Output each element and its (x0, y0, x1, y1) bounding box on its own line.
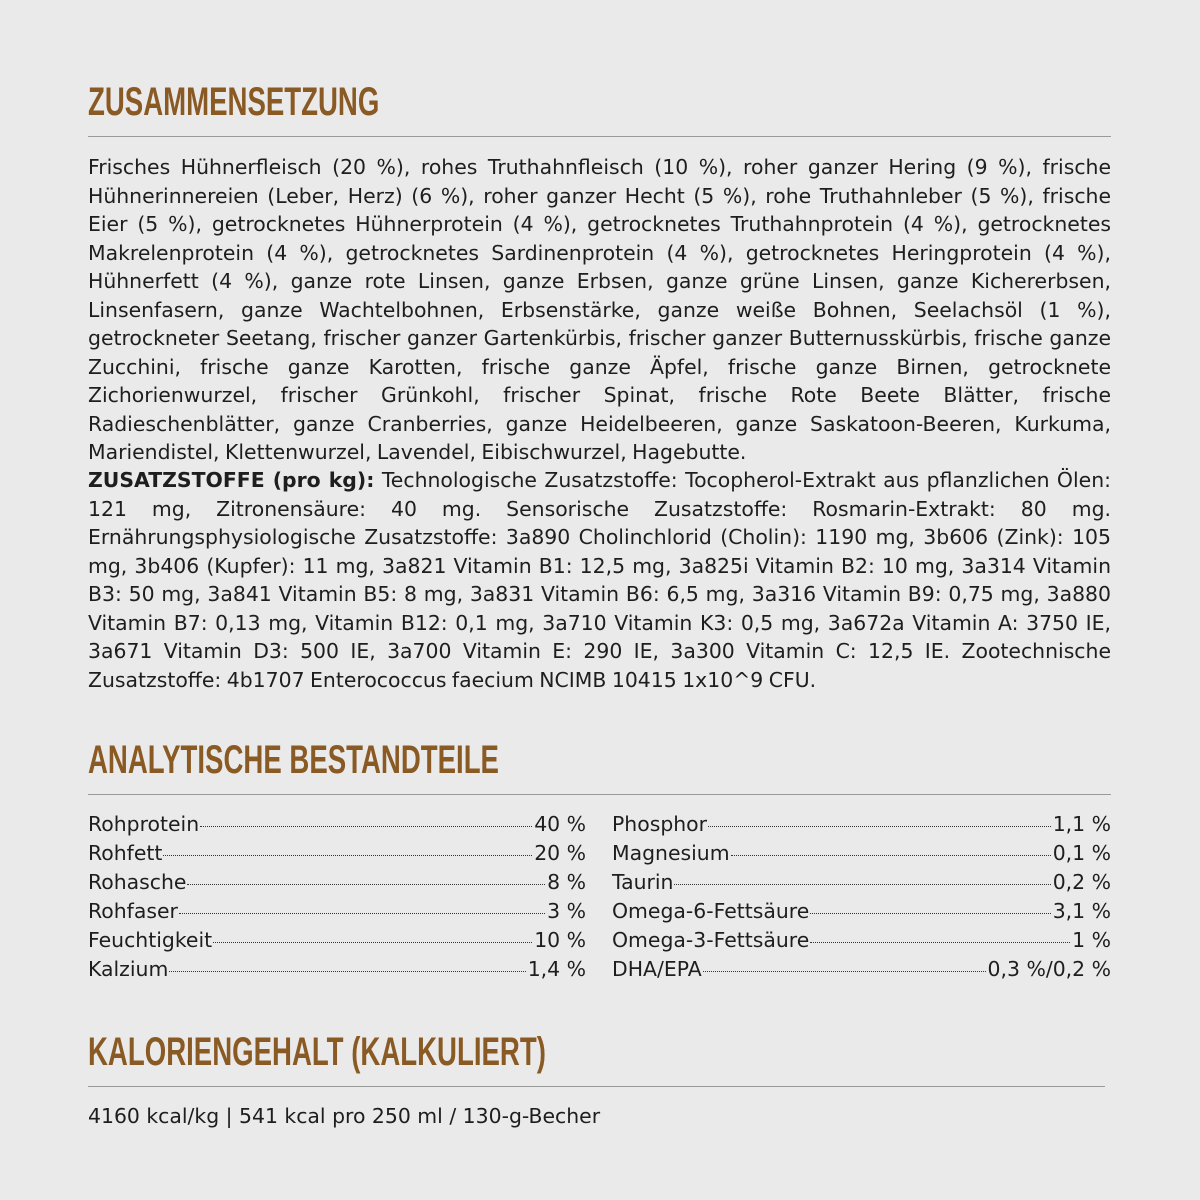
dot-leader (179, 913, 545, 914)
nutrient-row (612, 868, 1111, 897)
calories-title: KALORIENGEHALT (KALKULIERT) (88, 1030, 546, 1074)
nutrient-row (88, 897, 586, 926)
nutrient-name: Rohfett (88, 841, 163, 865)
nutrient-value: 3,1 % (1052, 899, 1111, 923)
analytical-list-right (612, 810, 1111, 984)
nutrient-value: 20 % (534, 841, 586, 865)
dot-leader (200, 826, 532, 827)
dot-leader (213, 942, 532, 943)
dot-leader (708, 826, 1051, 827)
nutrient-value: 3 % (547, 899, 586, 923)
nutrient-name: Omega-6-Fettsäure (612, 899, 810, 923)
nutrient-row (88, 810, 586, 839)
analytical-title: ANALYTISCHE BESTANDTEILE (88, 738, 499, 782)
additives-paragraph (88, 466, 1111, 694)
nutrient-value: 0,2 % (1052, 870, 1111, 894)
nutrient-name: Phosphor (612, 812, 708, 836)
composition-title: ZUSAMMENSETZUNG (88, 80, 380, 124)
nutrient-row (88, 839, 586, 868)
nutrient-name: Rohprotein (88, 812, 200, 836)
dot-leader (810, 942, 1070, 943)
nutrient-name: Kalzium (88, 957, 169, 981)
dot-leader (163, 855, 532, 856)
dot-leader (674, 884, 1050, 885)
composition-divider (88, 136, 1111, 137)
nutrient-row (612, 955, 1111, 984)
nutrient-value: 0,1 % (1052, 841, 1111, 865)
nutrient-name: Taurin (612, 870, 674, 894)
nutrient-name: Magnesium (612, 841, 730, 865)
composition-text: Frisches Hühnerfleisch (20 %), rohes Truthahnfleisch (10 %), roher ganzer Hering (9 %), frische Hühnerinnereien (Leber, Herz) (6 %), roher ganzer Hecht (5 %), rohe Truthahnleber (5 %), frische Eier (5 %), getrocknetes Hühnerprotein (4 %), getrocknetes Truthahnprotein (4 %), getrocknetes Makrelenprotein (4 %), getrocknetes Sardinenprotein (4 %), getrocknetes Heringprotein (4 %), Hühnerfett (4 %), ganze rote Linsen, ganze Erbsen, ganze grüne Linsen, ganze Kichererbsen, Linsenfasern, ganze Wachtelbohnen, Erbsenstärke, ganze weiße Bohnen, Seelachsöl (1 %), getrockneter Seetang, frischer ganzer Gartenkürbis, frischer ganzer Butternusskürbis, frische ganze Zucchini, frische ganze Karotten, frische ganze Äpfel, frische ganze Birnen, getrocknete Zichorienwurzel, frischer Grünkohl, frischer Spinat, frische Rote Beete Blätter, frische Radieschenblätter, ganze Cranberries, ganze Heidelbeeren, ganze Saskatoon-Beeren, Kurkuma, Mariendistel, Klettenwurzel, Lavendel, Eibischwurzel, Hagebutte. (88, 155, 1111, 464)
nutrient-name: Omega-3-Fettsäure (612, 928, 810, 952)
additives-label: ZUSATZSTOFFE (pro kg): (88, 468, 375, 492)
nutrient-name: DHA/EPA (612, 957, 702, 981)
additives-text: Technologische Zusatzstoffe: Tocopherol-Extrakt aus pflanzlichen Ölen: 121 mg, Zitronensäure: 40 mg. Sensorische Zusatzstoffe: Rosmarin-Extrakt: 80 mg. Ernährungsphysiologische Zusatzstoffe: 3a890 Cholinchlorid (Cholin): 1190 mg, 3b606 (Zink): 105 mg, 3b406 (Kupfer): 11 mg, 3a821 Vitamin B1: 12,5 mg, 3a825i Vitamin B2: 10 mg, 3a314 Vitamin B3: 50 mg, 3a841 Vitamin B5: 8 mg, 3a831 Vitamin B6: 6,5 mg, 3a316 Vitamin B9: 0,75 mg, 3a880 Vitamin B7: 0,13 mg, Vitamin B12: 0,1 mg, 3a710 Vitamin K3: 0,5 mg, 3a672a Vitamin A: 3750 IE, 3a671 Vitamin D3: 500 IE, 3a700 Vitamin E: 290 IE, 3a300 Vitamin C: 12,5 IE. Zootechnische Zusatzstoffe: 4b1707 Enterococcus faecium NCIMB 10415 1x10^9 CFU. (88, 468, 1111, 692)
nutrient-name: Rohfaser (88, 899, 178, 923)
nutrient-row (612, 926, 1111, 955)
dot-leader (187, 884, 545, 885)
dot-leader (703, 971, 986, 972)
nutrient-value: 10 % (534, 928, 586, 952)
nutrient-value: 40 % (534, 812, 586, 836)
nutrient-value: 0,3 %/0,2 % (987, 957, 1111, 981)
nutrient-row (88, 926, 586, 955)
dot-leader (731, 855, 1051, 856)
nutrient-row (88, 868, 586, 897)
analytical-divider (88, 794, 1111, 795)
nutrient-value: 1 % (1072, 928, 1111, 952)
calories-divider (88, 1086, 1105, 1087)
nutrient-row (612, 810, 1111, 839)
nutrient-name: Rohasche (88, 870, 187, 894)
nutrient-name: Feuchtigkeit (88, 928, 213, 952)
calories-text: 4160 kcal/kg | 541 kcal pro 250 ml / 130-g-Becher (88, 1104, 601, 1128)
nutrient-row (612, 839, 1111, 868)
nutrient-row (88, 955, 586, 984)
nutrient-value: 8 % (547, 870, 586, 894)
analytical-list-left (88, 810, 586, 984)
dot-leader (169, 971, 525, 972)
dot-leader (810, 913, 1050, 914)
nutrient-value: 1,4 % (527, 957, 586, 981)
nutrient-value: 1,1 % (1052, 812, 1111, 836)
nutrient-row (612, 897, 1111, 926)
